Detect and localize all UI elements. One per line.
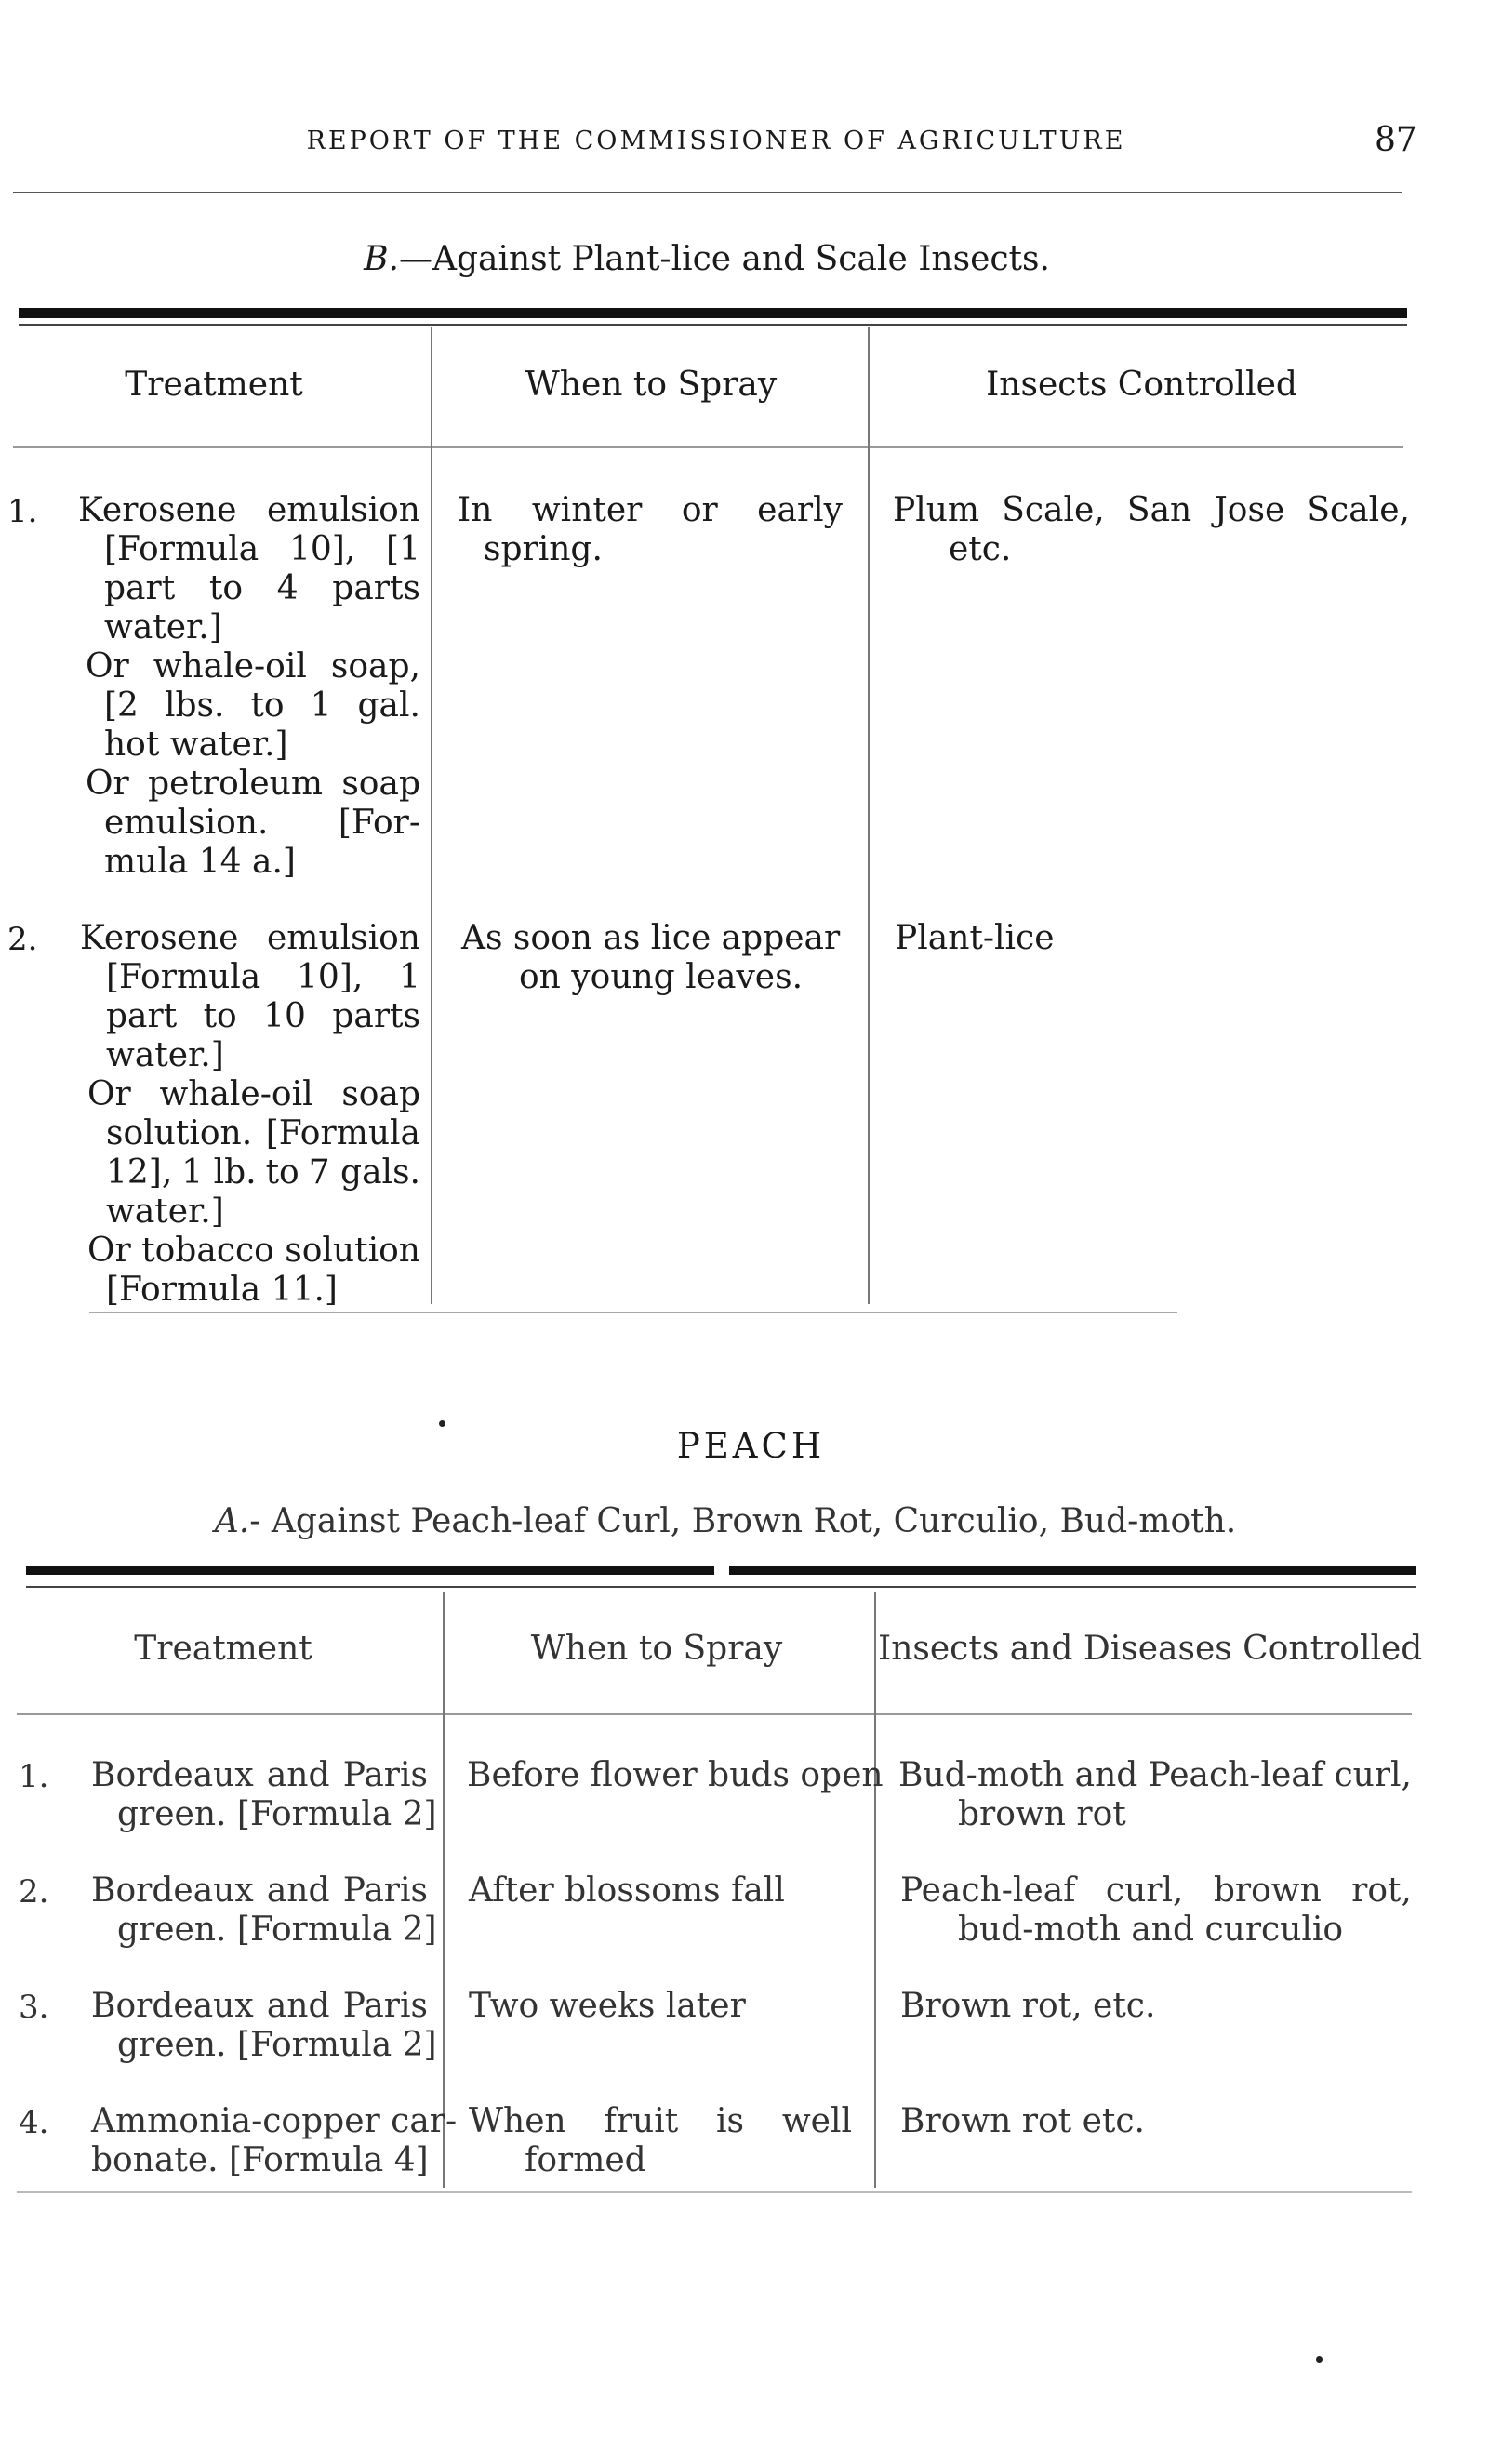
word: green. [Formula 2]: [117, 1911, 437, 1949]
peach-row-2-when: [469, 1871, 869, 1911]
peach-top-rule-right: [729, 1566, 1416, 1575]
page-number: 87: [1375, 121, 1417, 159]
word: Scale,: [1307, 491, 1410, 529]
word: bonate. [Formula 4]: [91, 2141, 429, 2179]
word: Bud-moth: [898, 1756, 1065, 1794]
word: Scale,: [1002, 491, 1105, 529]
word: gal.: [357, 686, 420, 725]
table-b-top-rule: [19, 308, 1407, 318]
word: San: [1126, 491, 1192, 529]
word: soap,: [330, 647, 420, 686]
word: curl,: [1105, 1871, 1184, 1910]
word: rot,: [1351, 1871, 1412, 1910]
section-title-peach: PEACH: [676, 1426, 826, 1466]
peach-table-title: [0, 1502, 1451, 1540]
word: [For-: [338, 804, 420, 842]
peach-row-3-number: 3.: [19, 1989, 49, 2026]
word: [1: [386, 530, 420, 568]
word: hot water.]: [104, 726, 288, 764]
peach-row-1-insects: [898, 1756, 1412, 1834]
word: Peach-leaf: [1148, 1756, 1324, 1794]
peach-row-2-number: 2.: [19, 1873, 49, 1911]
word: Or: [87, 1075, 131, 1113]
word: and: [266, 1987, 330, 2025]
word: Bordeaux: [91, 1871, 254, 1910]
word: water.]: [106, 1192, 224, 1231]
word: to: [265, 1153, 299, 1192]
peach-row-4-when: [469, 2102, 852, 2180]
peach-row-4-number: 4.: [19, 2104, 49, 2141]
word: on young leaves.: [519, 958, 804, 996]
word: well: [781, 2102, 852, 2140]
table-b-divider-1: [431, 327, 432, 1304]
word: Kerosene: [80, 919, 239, 957]
peach-col-insects: Insects and Diseases Controlled: [878, 1630, 1423, 1668]
word: mula 14 a.]: [104, 843, 296, 881]
word: [Formula: [104, 530, 259, 568]
word: 1: [399, 958, 420, 996]
word: Brown rot, etc.: [900, 1987, 1156, 2025]
peach-divider-2: [874, 1592, 876, 2188]
word: to: [208, 569, 244, 607]
word: part: [104, 569, 176, 607]
word: Two weeks later: [469, 1987, 746, 2025]
word: winter: [531, 491, 643, 529]
peach-row-4-treatment: [91, 2102, 458, 2180]
peach-row-2-treatment: [91, 1871, 437, 1950]
word: Or: [86, 765, 129, 803]
word: and: [266, 1871, 330, 1910]
peach-col-treatment: Treatment: [134, 1630, 312, 1668]
table-b-title: [0, 240, 1414, 278]
word: Or tobacco solution: [87, 1232, 420, 1270]
peach-title-letter: A.: [214, 1502, 250, 1540]
table-b-top-thin-rule: [19, 324, 1407, 326]
word: Bordeaux: [91, 1756, 254, 1794]
table-b-row-1-treatment: [78, 491, 420, 882]
word: emulsion: [267, 491, 420, 529]
word: Paris: [342, 1987, 428, 2025]
peach-row-1-when: [467, 1756, 884, 1795]
word: soap: [341, 1075, 420, 1113]
word: part: [106, 997, 178, 1035]
peach-header-rule: [17, 1713, 1412, 1715]
table-b-title-letter: B.: [364, 240, 399, 278]
word: or: [681, 491, 718, 529]
table-b-divider-2: [868, 327, 870, 1304]
word: is: [716, 2102, 745, 2140]
word: [Formula: [106, 958, 261, 996]
peach-top-rule-left: [26, 1566, 714, 1575]
word: emulsion: [267, 919, 420, 957]
word: bud-moth and curculio: [958, 1911, 1344, 1949]
table-b-row-1-when: [458, 491, 843, 569]
word: Before flower buds open: [467, 1756, 884, 1794]
word: After blossoms fall: [469, 1871, 785, 1910]
word: Plum: [893, 491, 980, 529]
word: 12],: [106, 1153, 173, 1192]
table-b-row-1-number: 1.: [7, 493, 38, 530]
table-b-row-1-insects: [893, 491, 1410, 569]
word: Paris: [342, 1756, 428, 1794]
word: parts: [332, 997, 420, 1035]
word: When: [469, 2102, 566, 2140]
word: Jose: [1214, 491, 1285, 529]
peach-row-4-insects: [900, 2102, 1412, 2141]
word: brown rot: [958, 1795, 1126, 1833]
word: emulsion.: [104, 804, 269, 842]
peach-row-1-number: 1.: [19, 1758, 49, 1795]
word: Peach-leaf: [900, 1871, 1076, 1910]
peach-row-2-insects: [900, 1871, 1412, 1950]
peach-col-when: When to Spray: [530, 1630, 783, 1668]
peach-row-1-treatment: [91, 1756, 437, 1834]
word: 7 gals.: [308, 1153, 420, 1192]
word: Brown rot etc.: [900, 2102, 1145, 2140]
word: soap: [341, 765, 420, 803]
word: [Formula: [265, 1114, 420, 1152]
word: In: [458, 491, 493, 529]
word: to: [250, 686, 285, 725]
word: whale-oil: [159, 1075, 313, 1113]
table-b-col-treatment: Treatment: [125, 366, 303, 404]
table-b-header-rule: [13, 446, 1403, 448]
word: Bordeaux: [91, 1987, 254, 2025]
word: 10],: [289, 530, 356, 568]
word: green. [Formula 2]: [117, 1795, 437, 1833]
word: 1: [310, 686, 332, 725]
word: and: [266, 1756, 330, 1794]
word: spring.: [484, 530, 603, 568]
word: etc.: [949, 530, 1012, 568]
table-b-col-when: When to Spray: [525, 366, 778, 404]
word: [2: [104, 686, 139, 725]
table-b-title-text: —Against Plant-lice and Scale Insects.: [398, 240, 1050, 278]
word: 10],: [297, 958, 364, 996]
word: Or: [86, 647, 129, 686]
word: formed: [525, 2141, 646, 2179]
word: parts: [332, 569, 420, 607]
word: curl,: [1334, 1756, 1412, 1794]
word: brown: [1213, 1871, 1322, 1910]
word: Plant-lice: [895, 919, 1055, 957]
word: solution.: [106, 1114, 253, 1152]
word: Ammonia-copper car-: [91, 2102, 458, 2140]
peach-row-3-when: [469, 1987, 869, 2026]
word: and: [1074, 1756, 1138, 1794]
word: Kerosene: [78, 491, 237, 529]
word: Paris: [342, 1871, 428, 1910]
word: [Formula 11.]: [106, 1271, 338, 1309]
table-b-bottom-rule: [89, 1312, 1177, 1313]
table-b-col-insects: Insects Controlled: [986, 366, 1297, 404]
table-b-row-2-number: 2.: [7, 921, 38, 958]
peach-title-text: - Against Peach-leaf Curl, Brown Rot, Curculio, Bud-moth.: [249, 1502, 1237, 1540]
word: petroleum: [148, 765, 323, 803]
peach-divider-1: [443, 1592, 445, 2188]
word: 4: [276, 569, 299, 607]
table-b-row-2-treatment: [80, 919, 420, 1310]
word: water.]: [104, 608, 222, 646]
header-rule: [13, 192, 1402, 193]
word: green. [Formula 2]: [117, 2026, 437, 2064]
peach-bottom-rule: [17, 2191, 1412, 2193]
peach-row-3-treatment: [91, 1987, 437, 2065]
peach-top-thin-rule: [26, 1586, 1416, 1588]
word: water.]: [106, 1036, 224, 1074]
word: As soon as lice appear: [461, 919, 841, 957]
running-title: REPORT OF THE COMMISSIONER OF AGRICULTURE: [306, 127, 1126, 155]
word: early: [757, 491, 843, 529]
word: fruit: [604, 2102, 679, 2140]
word: to: [203, 997, 237, 1035]
peach-row-3-insects: [900, 1987, 1412, 2026]
table-b-row-2-when: [461, 919, 852, 997]
table-b-row-2-insects: [895, 919, 1397, 958]
print-speck: [1316, 2356, 1323, 2363]
word: whale-oil: [153, 647, 307, 686]
word: lbs.: [164, 686, 225, 725]
word: 1 lb.: [181, 1153, 257, 1192]
word: 10: [263, 997, 306, 1035]
